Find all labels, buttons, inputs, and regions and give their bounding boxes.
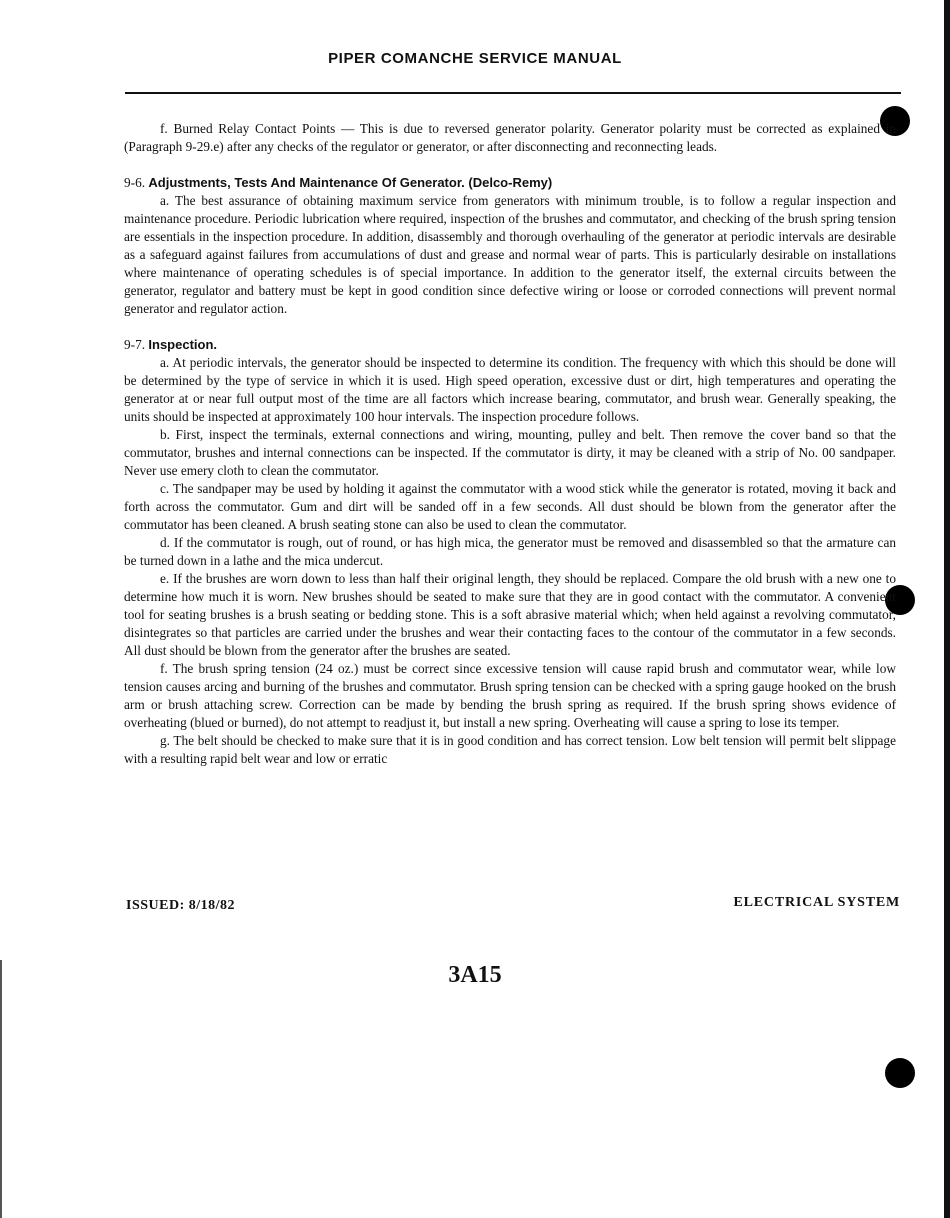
section-9-6-title: Adjustments, Tests And Maintenance Of Generator. (Delco-Remy) <box>148 175 553 190</box>
section-9-6-number: 9-6. <box>124 175 146 190</box>
section-9-7-heading <box>124 336 896 354</box>
section-9-7-para-e: e. If the brushes are worn down to less than half their original length, they should be replaced. Compare the old brush with a new one to determine how much it is worn. New brushes should be seated to make sure that they are in good contact with the commutator. A convenient tool for seating brushes is a brush seating or bedding stone. This is a soft abrasive material which; when held against a revolving commutator, disintegrates so that particles are carried under the brushes and wear their contacting faces to the contour of the commutator in a few seconds. All dust should be blown from the generator after the brushes are seated. <box>124 571 896 658</box>
header-rule <box>125 92 901 94</box>
page-edge-right <box>944 0 950 1218</box>
footer-page-code: 3A15 <box>448 962 502 988</box>
spacer <box>124 318 896 336</box>
section-9-7-para-c: c. The sandpaper may be used by holding it against the commutator with a wood stick while the generator is rotated, moving it back and forth across the commutator. Gum and dirt will be sanded off in a few seconds. All dust should be blown from the generator after the commutator has been cleaned. A brush seating stone can also be used to clean the commutator. <box>124 481 896 532</box>
section-9-6-heading <box>124 174 896 192</box>
section-9-7-number: 9-7. <box>124 337 146 352</box>
section-9-6-para-a: a. The best assurance of obtaining maximum service from generators with minimum trouble, is to follow a regular inspection and maintenance procedure. Periodic lubrication where required, inspection of the brushes and commutator, and checking of the brush spring tension are essentials in the inspection procedure. In addition, disassembly and thorough overhauling of the generator at periodic intervals are desirable as a safeguard against failures from accumulations of dust and grease and normal wear of parts. This is particularly desirable on installations where maintenance of operating schedules is of special importance. In addition to the generator itself, the external circuits between the generator, regulator and battery must be kept in good condition since defective wiring or loose or corroded connections will prevent normal generator and regulator action. <box>124 193 896 316</box>
section-9-7-para-b: b. First, inspect the terminals, external connections and wiring, mounting, pulley and belt. Then remove the cover band so that the commutator, brushes and internal connections can be inspected. If the commutator is dirty, it may be cleaned with a strip of No. 00 sandpaper. Never use emery cloth to clean the commutator. <box>124 427 896 478</box>
footer-section-name: ELECTRICAL SYSTEM <box>733 895 900 910</box>
binder-hole-bottom <box>885 1058 915 1088</box>
section-9-7-para-g: g. The belt should be checked to make sure that it is in good condition and has correct tension. Low belt tension will permit belt slippage with a resulting rapid belt wear and low or erratic <box>124 733 896 766</box>
page-header-title: PIPER COMANCHE SERVICE MANUAL <box>328 50 622 67</box>
footer-issued-date: ISSUED: 8/18/82 <box>126 898 236 913</box>
section-9-7-para-f: f. The brush spring tension (24 oz.) must be correct since excessive tension will cause rapid brush and commutator wear, while low tension causes arcing and burning of the brushes and commutator. Brush spring tension can be checked with a spring gauge hooked on the brush arm or brush attaching screw. Correction can be made by bending the brush spring as required. If the brush spring shows evidence of overheating (blued or burned), do not attempt to readjust it, but install a new spring. Overheating will cause a spring to lose its temper. <box>124 661 896 730</box>
section-9-7-para-a: a. At periodic intervals, the generator should be inspected to determine its condition. The frequency with which this should be done will be determined by the type of service in which it is used. High speed operation, excessive dust or dirt, high temperatures and operating the generator at or near full output most of the time are all factors which increase bearing, commutator, and brush wear. Generally speaking, the units should be inspected at approximately 100 hour intervals. The inspection procedure follows. <box>124 355 896 424</box>
section-9-7-title: Inspection. <box>148 337 218 352</box>
spacer <box>124 156 896 174</box>
section-9-7-para-d: d. If the commutator is rough, out of round, or has high mica, the generator must be removed and disassembled so that the armature can be turned down in a lathe and the mica undercut. <box>124 535 896 568</box>
page-edge-left <box>0 960 2 1218</box>
intro-item-f: f. Burned Relay Contact Points — This is due to reversed generator polarity. Generator polarity must be corrected as explained in (Paragraph 9-29.e) after any checks of the regulator or generator, or after disconnecting and reconnecting leads. <box>124 121 896 154</box>
document-body <box>124 120 896 768</box>
